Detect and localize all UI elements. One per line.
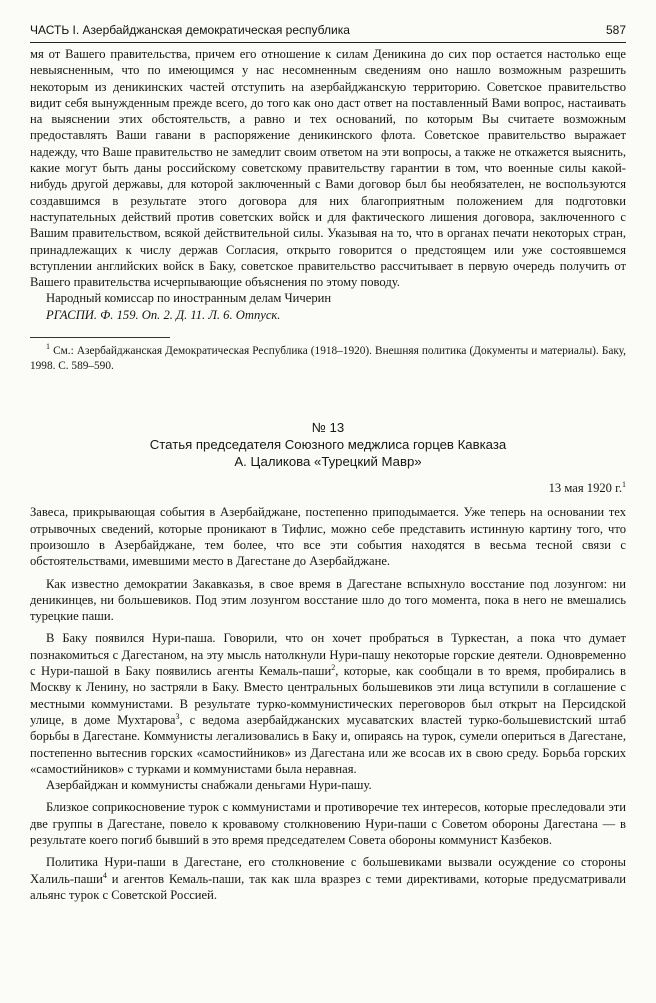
document-date-note: 1 — [622, 479, 626, 489]
article-paragraph-3-part-3: , с ведома азербайджанских мусаватских властей турко-большевистский штаб борьбы в Дагестане. Коммунисты легализовались в Баку и, опираясь на турок, сумели опериться в Дагестане, постепенно вытеснив горских «самостийников» из Дагестана или же всосав их в свою среду. Борьба горских «самостийников» с турками и коммунистами была неравная. — [30, 712, 627, 776]
document-date-text: 13 мая 1920 г. — [548, 481, 622, 496]
footnote-divider — [30, 337, 170, 338]
prev-doc-signature: Народный комиссар по иностранным делам Чичерин — [46, 291, 332, 306]
document-number: № 13 — [311, 420, 345, 436]
footnote — [30, 344, 626, 373]
footnote-ref-3: 3 — [175, 711, 180, 721]
footnote-ref-2: 2 — [331, 662, 336, 672]
article-paragraph-5: Близкое соприкосновение турок с коммунистами и противоречие тех интересов, которые преследовали эти две группы в Дагестане, повело к кровавому столкновению Нури-паши с Советом обороны Дагестана — в результате коего погиб бывший в это время председателем Совета обороны коммунист Казбеков. — [30, 800, 626, 847]
page-number: 587 — [605, 23, 626, 37]
article-paragraph-6-part-2: и агентов Кемаль-паши, так как шла вразрез с теми директивами, которые предусматривали альянс турок с Советской Россией. — [30, 871, 626, 902]
article-paragraph-2: Как известно демократии Закавказья, в свое время в Дагестане вспыхнуло восстание под лозунгом: ни деникинцев, ни большевиков. Под этим лозунгом восстание шло до того момента, пока в него не вмешались турецкие паши. — [30, 576, 626, 624]
document-title-line-2: А. Цаликова «Турецкий Мавр» — [234, 454, 422, 470]
prev-doc-source: РГАСПИ. Ф. 159. Оп. 2. Д. 11. Л. 6. Отпуск. — [46, 307, 281, 322]
article-paragraph-6-part-1: Политика Нури-паши в Дагестане, его столкновение с большевиками вызвали осуждение со стороны Халиль-паши — [30, 855, 626, 886]
article-paragraph-6 — [30, 854, 626, 903]
article-paragraph-3-part-2: , которые, как сообщали в то время, пробирались в Москву к Ленину, но застряли в Баку. Вместо центральных большевиков эти лица вступили в соглашение с местными коммунистами. В результате турко-коммунистических переговоров был открыт на Персидской улице, в доме Мухтарова — [30, 664, 626, 727]
footnote-ref-4: 4 — [102, 870, 107, 880]
footnote-mark: 1 — [46, 342, 50, 352]
article-paragraph-3 — [30, 630, 626, 777]
running-title: ЧАСТЬ I. Азербайджанская демократическая республика — [30, 23, 350, 37]
article-paragraph-4: Азербайджан и коммунисты снабжали деньгами Нури-пашу. — [46, 778, 372, 793]
document-title-line-1: Статья председателя Союзного меджлиса горцев Кавказа — [149, 437, 507, 453]
footnote-text: См.: Азербайджанская Демократическая Республика (1918–1920). Внешняя политика (Документы и материалы). Баку, 1998. С. 589–590. — [30, 345, 627, 372]
page-body — [30, 46, 626, 903]
article-paragraph-1: Завеса, прикрывающая события в Азербайджане, постепенно приподымается. Уже теперь на основании тех отрывочных сведений, которые проникают в Тифлис, можно себе представить истинную картину того, что произошло в Азербайджане, тем более, что все эти события находятся в весьма тесной связи с обстоятельствами, имевшими место в Дагестане до Азербайджане. — [30, 505, 626, 569]
running-header — [30, 20, 626, 43]
document-date — [30, 480, 626, 496]
article-paragraph-3-part-1: В Баку появился Нури-паша. Говорили, что он хочет пробраться в Туркестан, а пока что думает познакомиться с Дагестаном, на эту мысль натолкнули Нури-пашу некоторые горские деятели. Одновременно с Нури-пашой в Баку появились агенты Кемаль-паши — [30, 631, 626, 679]
prev-doc-paragraph: мя от Вашего правительства, причем его отношение к силам Деникина до сих пор остается настолько еще невыясненным, что по имеющимся у нас несомненным сведениям оно нашло возможным разрешить некоторым из деникинских частей отступить на азербайджанскую территорию. Советское правительство видит себя вынужденным прежде всего, до того как оно даст ответ на поставленный Вами вопрос, настаивать на выяснении этих обстоятельств, а равно и тех оснований, по которым Вы считаете возможным предоставлять Ваши гавани в распоряжение деникинского флота. Советское правительство выражает надежду, что Ваше правительство не замедлит своим ответом на эти вопросы, а также не откажется выяснить, какие могут быть даны российскому советскому правительству гарантии в том, что военные силы какой-нибудь другой державы, для которой заключенный с Вами договор был бы необязателен, не воспользуются создавшимся в результате этого договора для них благоприятным положением для подготовки наступательных действий против советских войск и для фактического лишения договора, заключенного с Вашим правительством, всякой действительной силы. Указывая на то, что в органах печати некоторых стран, принадлежащих к числу держав Согласия, открыто говорится о предстоящем или уже состоявшемся вступлении английских войск в Баку, советское правительство рассчитывает в первую очередь получить от Вашего правительства исчерпывающие объяснения по этому поводу. — [30, 47, 626, 290]
